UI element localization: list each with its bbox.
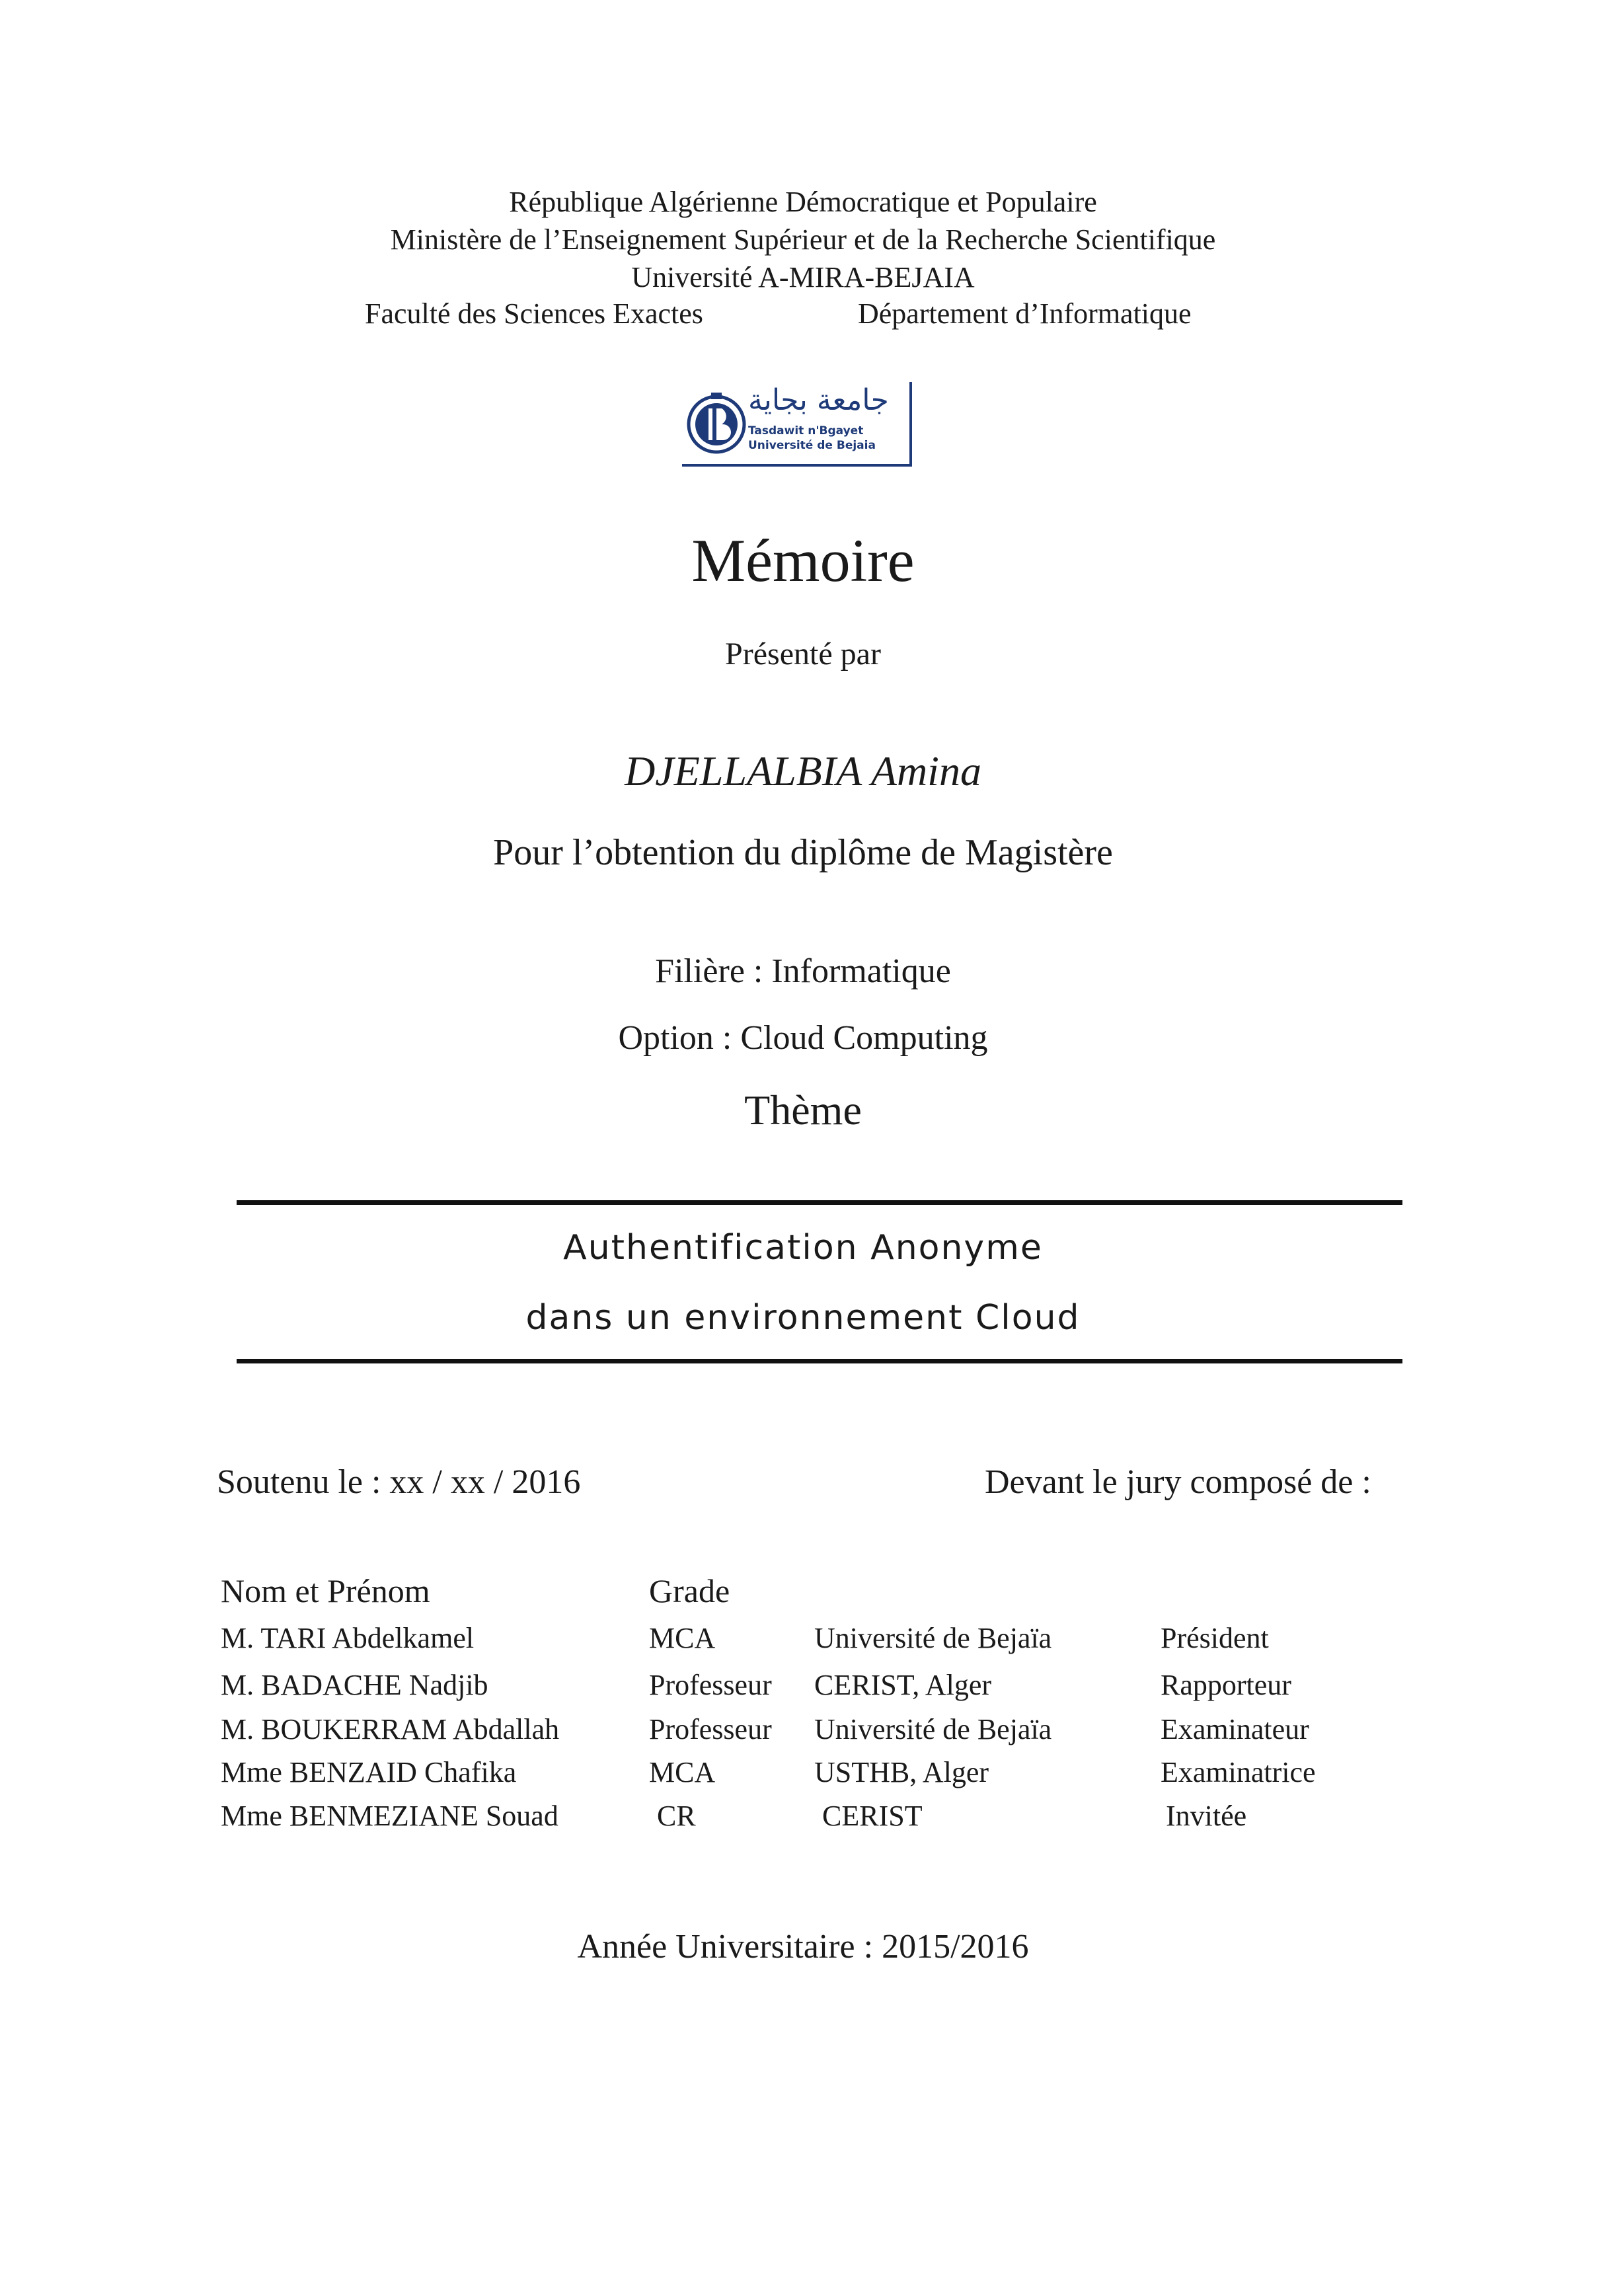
faculty-label: Faculté des Sciences Exactes	[365, 297, 703, 330]
jury-row-grade: MCA	[649, 1622, 716, 1654]
department-label: Département d’Informatique	[858, 297, 1192, 330]
document-title: Mémoire	[691, 527, 915, 594]
option-line: Option : Cloud Computing	[618, 1019, 988, 1057]
jury-row-name: Mme BENMEZIANE Souad	[221, 1800, 558, 1832]
jury-row-institution: CERIST	[822, 1800, 923, 1832]
jury-intro: Devant le jury composé de :	[985, 1463, 1371, 1501]
author-name: DJELLALBIA Amina	[625, 747, 981, 794]
jury-row-role: Président	[1161, 1622, 1269, 1654]
jury-row-name: M. BADACHE Nadjib	[221, 1669, 488, 1701]
jury-row-institution: Université de Bejaïa	[814, 1622, 1052, 1654]
defense-date: Soutenu le : xx / xx / 2016	[217, 1463, 581, 1501]
jury-row-name: Mme BENZAID Chafika	[221, 1756, 517, 1788]
jury-row-role: Examinateur	[1161, 1713, 1309, 1745]
jury-row-role: Examinatrice	[1161, 1756, 1316, 1788]
jury-row-grade: Professeur	[649, 1669, 772, 1701]
jury-header-grade: Grade	[649, 1572, 730, 1609]
logo-berber-text: Tasdawit n'Bgayet	[748, 424, 864, 438]
jury-row-grade: MCA	[649, 1756, 716, 1788]
theme-label: Thème	[744, 1087, 862, 1133]
jury-row-institution: CERIST, Alger	[814, 1669, 992, 1701]
jury-row-name: M. BOUKERRAM Abdallah	[221, 1713, 560, 1745]
ministry-line: Ministère de l’Enseignement Supérieur et de la Recherche Scientifique	[390, 223, 1216, 256]
theme-line-2: dans un environnement Cloud	[525, 1298, 1081, 1338]
presented-by-label: Présenté par	[725, 636, 881, 671]
theme-line-1: Authentification Anonyme	[563, 1228, 1043, 1268]
jury-row-grade: CR	[657, 1800, 696, 1832]
filiere-line: Filière : Informatique	[655, 952, 951, 990]
jury-row-institution: USTHB, Alger	[814, 1756, 989, 1788]
diploma-line: Pour l’obtention du diplôme de Magistère	[493, 832, 1113, 873]
jury-row-name: M. TARI Abdelkamel	[221, 1622, 475, 1654]
jury-row-role: Rapporteur	[1161, 1669, 1291, 1701]
university-logo	[682, 382, 912, 467]
jury-row-institution: Université de Bejaïa	[814, 1713, 1052, 1745]
jury-row-grade: Professeur	[649, 1713, 772, 1745]
logo-arabic-text: جامعة بجاية	[748, 383, 889, 417]
jury-row-role: Invitée	[1166, 1800, 1247, 1832]
theme-top-rule	[237, 1200, 1402, 1205]
university-line: Université A-MIRA-BEJAIA	[631, 261, 975, 293]
theme-bottom-rule	[237, 1359, 1402, 1363]
jury-header-name: Nom et Prénom	[221, 1572, 430, 1609]
logo-french-text: Université de Bejaia	[748, 439, 876, 452]
university-emblem-icon	[685, 385, 748, 464]
republic-line: République Algérienne Démocratique et Populaire	[509, 186, 1097, 218]
academic-year: Année Universitaire : 2015/2016	[577, 1928, 1029, 1966]
